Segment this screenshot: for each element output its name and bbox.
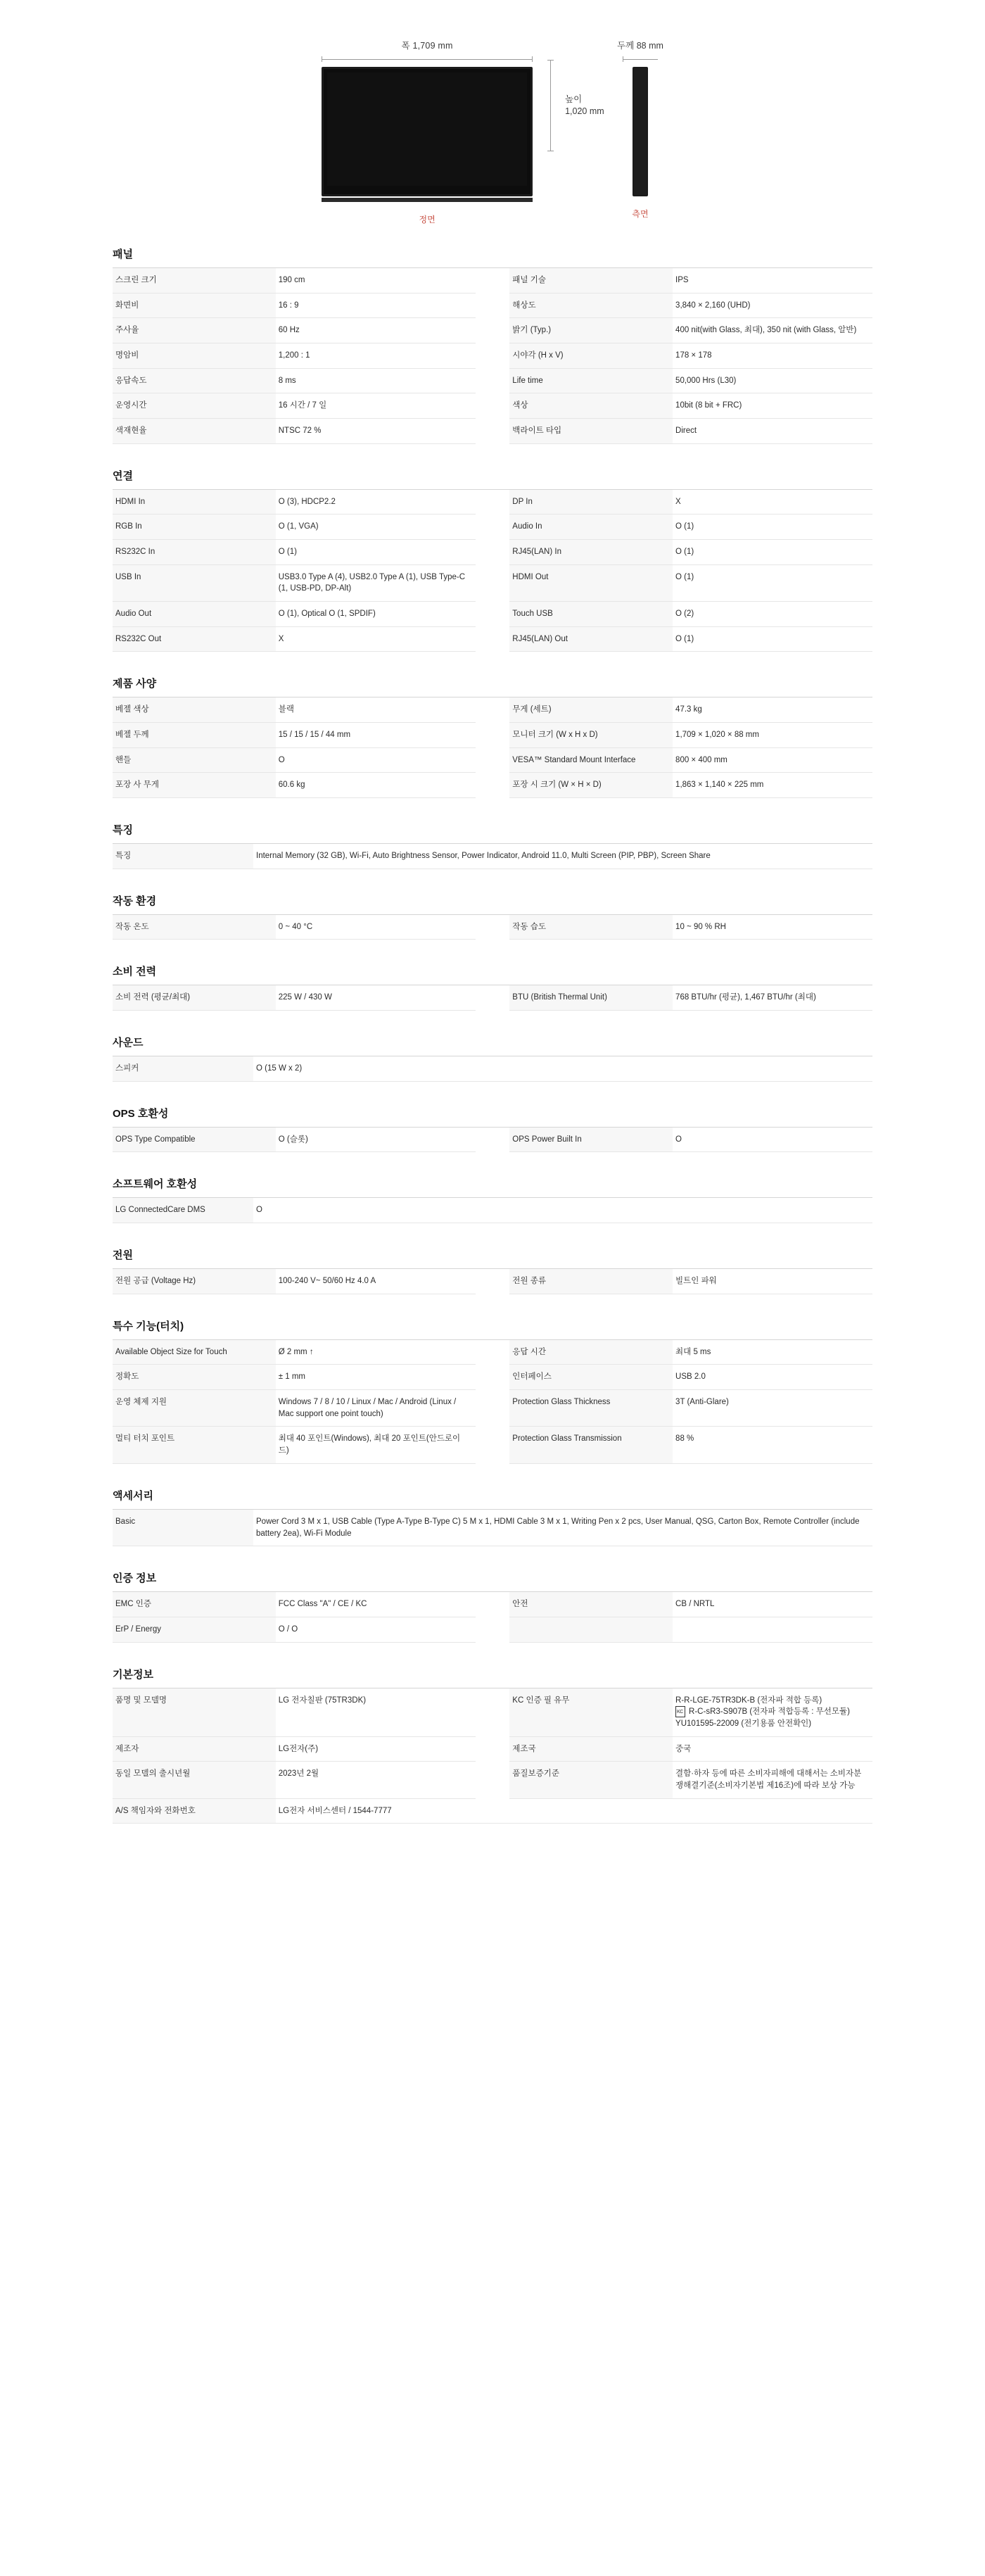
spec-value: 225 W / 430 W (276, 985, 476, 1010)
column-gap (476, 490, 510, 514)
spec-value: 1,863 × 1,140 × 225 mm (673, 773, 872, 798)
table-row (113, 747, 872, 773)
spec-value: 최대 5 ms (673, 1340, 872, 1365)
spec-value: 빌트인 파워 (673, 1269, 872, 1294)
table-row (113, 514, 872, 540)
spec-value-line: R-R-LGE-75TR3DK-B (전자파 적합 등록) (675, 1696, 822, 1705)
column-gap (476, 1427, 510, 1463)
column-gap (476, 293, 510, 318)
table-row (113, 1592, 872, 1617)
spec-label: LG ConnectedCare DMS (113, 1198, 253, 1223)
spec-value: O (253, 1198, 872, 1223)
spec-value: 100-240 V~ 50/60 Hz 4.0 A (276, 1269, 476, 1294)
width-dimension-line (322, 56, 533, 63)
column-gap (476, 540, 510, 565)
spec-label: 응답 시간 (509, 1340, 673, 1365)
column-gap (476, 915, 510, 940)
spec-section (113, 676, 872, 798)
spec-table (113, 844, 872, 869)
column-gap (476, 1592, 510, 1617)
spec-section (113, 1106, 872, 1153)
spec-value: 2023년 2월 (276, 1762, 476, 1798)
thickness-dimension-label: 두께 88 mm (617, 41, 663, 51)
width-dimension-label: 폭 1,709 mm (401, 41, 453, 51)
section-title: 제품 사양 (113, 676, 872, 697)
spec-value: Direct (673, 419, 872, 444)
spec-value: O / O (276, 1617, 476, 1642)
section-title: 액세서리 (113, 1488, 872, 1510)
spec-value: O (1) (673, 564, 872, 601)
spec-label: 해상도 (509, 293, 673, 318)
table-row (113, 915, 872, 940)
table-row (113, 1198, 872, 1223)
spec-value: X (673, 490, 872, 514)
spec-value: O (1), Optical O (1, SPDIF) (276, 602, 476, 627)
spec-value: FCC Class "A" / CE / KC (276, 1592, 476, 1617)
spec-value: 50,000 Hrs (L30) (673, 368, 872, 393)
spec-label: A/S 책임자와 전화번호 (113, 1798, 276, 1824)
section-title: 연결 (113, 468, 872, 490)
spec-value: 최대 40 포인트(Windows), 최대 20 포인트(안드로이드) (276, 1427, 476, 1463)
side-view-block (617, 39, 663, 220)
spec-value: 3,840 × 2,160 (UHD) (673, 293, 872, 318)
spec-table (113, 1592, 872, 1642)
table-row (113, 293, 872, 318)
column-gap (476, 1340, 510, 1365)
column-gap (476, 626, 510, 652)
spec-section (113, 822, 872, 869)
column-gap (476, 697, 510, 722)
spec-value (673, 1688, 872, 1737)
spec-value: 15 / 15 / 15 / 44 mm (276, 723, 476, 748)
spec-label: VESA™ Standard Mount Interface (509, 747, 673, 773)
table-row (113, 1736, 872, 1762)
table-row (113, 1617, 872, 1642)
section-title: 특징 (113, 822, 872, 844)
table-row (113, 844, 872, 869)
height-dimension-annotation (541, 60, 625, 151)
section-title: OPS 호환성 (113, 1106, 872, 1128)
spec-label: RJ45(LAN) In (509, 540, 673, 565)
section-title: 사운드 (113, 1035, 872, 1056)
spec-label: 베젤 색상 (113, 697, 276, 722)
spec-value: Windows 7 / 8 / 10 / Linux / Mac / Android (Linux / Mac support one point touch) (276, 1390, 476, 1427)
spec-label: 스크린 크기 (113, 268, 276, 293)
column-gap (476, 368, 510, 393)
column-gap (476, 1688, 510, 1737)
spec-label: 정확도 (113, 1365, 276, 1390)
spec-label: 소비 전력 (평균/최대) (113, 985, 276, 1010)
table-row (113, 1269, 872, 1294)
side-view-caption: 측면 (632, 209, 649, 219)
column-gap (476, 343, 510, 369)
spec-value: 60.6 kg (276, 773, 476, 798)
spec-label: 색상 (509, 393, 673, 419)
spec-label: 안전 (509, 1592, 673, 1617)
spec-value: 1,709 × 1,020 × 88 mm (673, 723, 872, 748)
spec-section (113, 246, 872, 444)
spec-section (113, 964, 872, 1011)
spec-label: 백라이트 타입 (509, 419, 673, 444)
spec-table (113, 1340, 872, 1464)
spec-label: EMC 인증 (113, 1592, 276, 1617)
spec-label: 색재현율 (113, 419, 276, 444)
section-title: 특수 기능(터치) (113, 1318, 872, 1340)
spec-label: RGB In (113, 514, 276, 540)
spec-label: 전원 종류 (509, 1269, 673, 1294)
spec-section (113, 1318, 872, 1464)
spec-value: O (1) (276, 540, 476, 565)
spec-label: OPS Power Built In (509, 1128, 673, 1152)
spec-label: ErP / Energy (113, 1617, 276, 1642)
spec-label: OPS Type Compatible (113, 1128, 276, 1152)
spec-value: O (1) (673, 540, 872, 565)
table-row (113, 1510, 872, 1546)
table-row (113, 1762, 872, 1798)
column-gap (476, 1128, 510, 1152)
spec-label: 응답속도 (113, 368, 276, 393)
spec-value: O (슬롯) (276, 1128, 476, 1152)
column-gap (476, 1269, 510, 1294)
spec-label: 핸들 (113, 747, 276, 773)
spec-section (113, 893, 872, 940)
spec-label: RS232C In (113, 540, 276, 565)
table-row (113, 1056, 872, 1081)
spec-label: 명암비 (113, 343, 276, 369)
table-row (113, 602, 872, 627)
spec-label: Life time (509, 368, 673, 393)
spec-value: 16 : 9 (276, 293, 476, 318)
spec-table (113, 985, 872, 1011)
spec-section (113, 1247, 872, 1294)
spec-label: 화면비 (113, 293, 276, 318)
spec-value: LG 전자칠판 (75TR3DK) (276, 1688, 476, 1737)
spec-section (113, 1570, 872, 1642)
column-gap (476, 393, 510, 419)
spec-table (113, 915, 872, 940)
column-gap (476, 268, 510, 293)
spec-label: HDMI In (113, 490, 276, 514)
table-row (113, 773, 872, 798)
spec-label: 스피커 (113, 1056, 253, 1081)
table-row (113, 419, 872, 444)
spec-label: Available Object Size for Touch (113, 1340, 276, 1365)
section-title: 작동 환경 (113, 893, 872, 915)
spec-value: ± 1 mm (276, 1365, 476, 1390)
spec-label: DP In (509, 490, 673, 514)
spec-value-line: KCR-C-sR3-S907B (전자파 적합등록 : 무선모듈) (675, 1706, 865, 1718)
table-row (113, 268, 872, 293)
spec-label: 동일 모델의 출시년월 (113, 1762, 276, 1798)
column-gap (476, 773, 510, 798)
spec-label: Audio Out (113, 602, 276, 627)
spec-label: 품명 및 모델명 (113, 1688, 276, 1737)
spec-label: Protection Glass Thickness (509, 1390, 673, 1427)
column-gap (476, 514, 510, 540)
column-gap (476, 985, 510, 1010)
spec-label: 운영 체제 지원 (113, 1390, 276, 1427)
table-row (113, 1798, 872, 1824)
spec-value: 3T (Anti-Glare) (673, 1390, 872, 1427)
spec-value: 16 시간 / 7 일 (276, 393, 476, 419)
table-row (113, 564, 872, 601)
thickness-dimension-line (623, 56, 658, 63)
spec-value: USB3.0 Type A (4), USB2.0 Type A (1), USB Type-C (1, USB-PD, DP-Alt) (276, 564, 476, 601)
spec-label: 무게 (세트) (509, 697, 673, 722)
spec-table (113, 490, 872, 652)
spec-label: 패널 기술 (509, 268, 673, 293)
monitor-screen (327, 72, 527, 186)
table-row (113, 343, 872, 369)
spec-label: RS232C Out (113, 626, 276, 652)
spec-value: LG전자 서비스센터 / 1544-7777 (276, 1798, 872, 1824)
spec-value: 1,200 : 1 (276, 343, 476, 369)
spec-label: USB In (113, 564, 276, 601)
table-row (113, 1427, 872, 1463)
spec-value: O (3), HDCP2.2 (276, 490, 476, 514)
column-gap (476, 747, 510, 773)
spec-value: 결함·하자 등에 따른 소비자피해에 대해서는 소비자분쟁해결기준(소비자기본법 제16조)에 따라 보상 가능 (673, 1762, 872, 1798)
monitor-front-illustration (322, 67, 533, 196)
spec-label: Touch USB (509, 602, 673, 627)
spec-value: O (1) (673, 514, 872, 540)
spec-label: Audio In (509, 514, 673, 540)
table-row (113, 540, 872, 565)
spec-value: 0 ~ 40 °C (276, 915, 476, 940)
spec-value: USB 2.0 (673, 1365, 872, 1390)
spec-value: 88 % (673, 1427, 872, 1463)
spec-value: O (1, VGA) (276, 514, 476, 540)
spec-label: KC 인증 필 유무 (509, 1688, 673, 1737)
table-row (113, 985, 872, 1010)
spec-value: NTSC 72 % (276, 419, 476, 444)
spec-value: LG전자(주) (276, 1736, 476, 1762)
spec-label: 제조자 (113, 1736, 276, 1762)
column-gap (476, 1617, 510, 1642)
table-row (113, 490, 872, 514)
spec-label: 포장 시 크기 (W × H × D) (509, 773, 673, 798)
table-row (113, 318, 872, 343)
spec-table (113, 1269, 872, 1294)
spec-label: 인터페이스 (509, 1365, 673, 1390)
spec-label: 품질보증기준 (509, 1762, 673, 1798)
table-row (113, 626, 872, 652)
spec-table (113, 1198, 872, 1223)
spec-label: Basic (113, 1510, 253, 1546)
spec-section (113, 1667, 872, 1824)
spec-value: O (276, 747, 476, 773)
spec-label: 밝기 (Typ.) (509, 318, 673, 343)
section-title: 소프트웨어 호환성 (113, 1176, 872, 1198)
spec-table (113, 1128, 872, 1153)
table-row (113, 1390, 872, 1427)
height-label-line2: 1,020 mm (565, 106, 604, 116)
spec-section (113, 1035, 872, 1082)
spec-value: O (673, 1128, 872, 1152)
spec-value: 400 nit(with Glass, 최대), 350 nit (with Glass, 알반) (673, 318, 872, 343)
spec-label: 모니터 크기 (W x H x D) (509, 723, 673, 748)
kc-certification-icon (675, 1706, 685, 1717)
spec-value: O (1) (673, 626, 872, 652)
table-row (113, 1688, 872, 1737)
table-row (113, 393, 872, 419)
column-gap (476, 318, 510, 343)
table-row (113, 1128, 872, 1152)
section-title: 기본정보 (113, 1667, 872, 1688)
spec-value: 블랙 (276, 697, 476, 722)
spec-value: O (2) (673, 602, 872, 627)
spec-label: HDMI Out (509, 564, 673, 601)
front-view-block (322, 39, 604, 225)
height-label-line1: 높이 (565, 94, 583, 105)
spec-label: 전원 공급 (Voltage Hz) (113, 1269, 276, 1294)
spec-value: 800 × 400 mm (673, 747, 872, 773)
column-gap (476, 1390, 510, 1427)
column-gap (476, 1365, 510, 1390)
spec-value: IPS (673, 268, 872, 293)
spec-value: 10 ~ 90 % RH (673, 915, 872, 940)
monitor-base (322, 198, 533, 202)
spec-label: 특징 (113, 844, 253, 869)
table-row (113, 697, 872, 722)
spec-label: RJ45(LAN) Out (509, 626, 673, 652)
spec-label: 멀티 터치 포인트 (113, 1427, 276, 1463)
spec-value: 10bit (8 bit + FRC) (673, 393, 872, 419)
spec-sections-container (113, 246, 872, 1890)
height-dimension-line (541, 60, 559, 151)
column-gap (476, 1762, 510, 1798)
spec-value: 8 ms (276, 368, 476, 393)
spec-value-line: YU101595-22009 (전기용품 안전확인) (675, 1719, 812, 1728)
spec-section (113, 468, 872, 652)
spec-label: 작동 온도 (113, 915, 276, 940)
spec-value: 768 BTU/hr (평균), 1,467 BTU/hr (최대) (673, 985, 872, 1010)
column-gap (476, 564, 510, 601)
table-row (113, 368, 872, 393)
column-gap (476, 723, 510, 748)
spec-table (113, 268, 872, 444)
spec-label: 주사율 (113, 318, 276, 343)
spec-value: 47.3 kg (673, 697, 872, 722)
spec-label: 작동 습도 (509, 915, 673, 940)
spec-section (113, 1488, 872, 1546)
table-row (113, 1365, 872, 1390)
spec-label: 제조국 (509, 1736, 673, 1762)
spec-label: Protection Glass Transmission (509, 1427, 673, 1463)
spec-label: BTU (British Thermal Unit) (509, 985, 673, 1010)
section-title: 패널 (113, 246, 872, 268)
spec-value (673, 1617, 872, 1642)
spec-value: 중국 (673, 1736, 872, 1762)
table-row (113, 1340, 872, 1365)
column-gap (476, 419, 510, 444)
spec-value: O (15 W x 2) (253, 1056, 872, 1081)
spec-value: Ø 2 mm ↑ (276, 1340, 476, 1365)
spec-table (113, 1056, 872, 1082)
spec-table (113, 1510, 872, 1546)
spec-value: Power Cord 3 M x 1, USB Cable (Type A-Type B-Type C) 5 M x 1, HDMI Cable 3 M x 1, Writing Pen x 2 pcs, User Manual, QSG, Carton Box, Remote Controller (include battery 2ea), Wi-Fi Module (253, 1510, 872, 1546)
spec-value: X (276, 626, 476, 652)
spec-label: 시야각 (H x V) (509, 343, 673, 369)
spec-label: 베젤 두께 (113, 723, 276, 748)
section-title: 소비 전력 (113, 964, 872, 985)
spec-section (113, 1176, 872, 1223)
height-dimension-text (565, 94, 604, 118)
section-title: 전원 (113, 1247, 872, 1269)
front-view-caption: 정면 (419, 215, 436, 225)
spec-value: Internal Memory (32 GB), Wi-Fi, Auto Brightness Sensor, Power Indicator, Android 11.0, Multi Screen (PIP, PBP), Screen Share (253, 844, 872, 869)
spec-value: CB / NRTL (673, 1592, 872, 1617)
product-dimension-diagram (0, 0, 985, 246)
table-row (113, 723, 872, 748)
spec-label: 포장 사 무게 (113, 773, 276, 798)
spec-table (113, 1688, 872, 1824)
column-gap (476, 602, 510, 627)
monitor-side-illustration (633, 67, 648, 196)
spec-value: 190 cm (276, 268, 476, 293)
section-title: 인증 정보 (113, 1570, 872, 1592)
spec-table (113, 697, 872, 798)
spec-value: 178 × 178 (673, 343, 872, 369)
spec-value: 60 Hz (276, 318, 476, 343)
column-gap (476, 1736, 510, 1762)
spec-label: 운영시간 (113, 393, 276, 419)
spec-label (509, 1617, 673, 1642)
